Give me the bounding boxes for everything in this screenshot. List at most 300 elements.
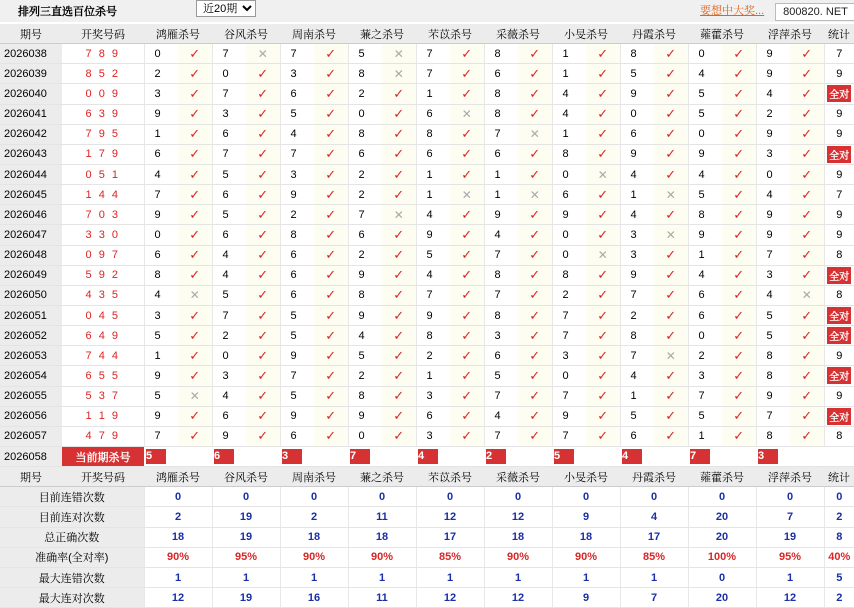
all-correct-badge: 全对: [827, 327, 851, 344]
kill-number: 7: [484, 285, 518, 305]
summary-label: 目前连对次数: [0, 507, 144, 527]
summary-stat: 8: [824, 527, 854, 547]
result-mark: [722, 185, 756, 205]
kill-number: 1: [552, 124, 586, 144]
row-stat: [824, 366, 854, 386]
header-expert: 蕹藿杀号: [688, 467, 756, 487]
summary-value: 0: [348, 487, 416, 507]
check-icon: ✓: [461, 65, 473, 81]
check-icon: ✓: [189, 247, 201, 263]
current-mark-empty: [790, 446, 824, 466]
kill-number: 1: [620, 386, 654, 406]
current-kill-value: 6: [214, 449, 234, 464]
result-mark: [314, 406, 348, 426]
result-mark: [450, 64, 484, 84]
kill-number: 2: [620, 305, 654, 325]
current-mark-empty: [382, 446, 416, 466]
result-mark: [518, 124, 552, 144]
kill-number: 3: [144, 84, 178, 104]
check-icon: ✓: [733, 367, 745, 383]
result-mark: [722, 426, 756, 446]
header-expert: 鸿雁杀号: [144, 24, 212, 44]
kill-number: 7: [280, 44, 314, 64]
check-icon: ✓: [461, 388, 473, 404]
check-icon: ✓: [257, 388, 269, 404]
result-mark: [382, 124, 416, 144]
kill-number: 9: [688, 144, 722, 164]
result-mark: [178, 44, 212, 64]
current-kill: [484, 446, 518, 466]
header-number: 开奖号码: [62, 24, 144, 44]
summary-value: 90%: [144, 547, 212, 567]
result-mark: [246, 305, 280, 325]
check-icon: ✓: [189, 186, 201, 202]
check-icon: ✓: [325, 85, 337, 101]
kill-number: 4: [212, 386, 246, 406]
summary-value: 20: [688, 507, 756, 527]
summary-value: 1: [756, 567, 824, 587]
check-icon: ✓: [597, 126, 609, 142]
result-mark: [518, 205, 552, 225]
kill-number: 0: [144, 44, 178, 64]
kill-number: 6: [280, 265, 314, 285]
result-mark: [314, 386, 348, 406]
all-correct-badge: 全对: [827, 267, 851, 284]
summary-value: 20: [688, 527, 756, 547]
summary-value: 17: [620, 527, 688, 547]
result-mark: [654, 185, 688, 205]
summary-value: 12: [416, 507, 484, 527]
kill-number: 7: [212, 144, 246, 164]
result-mark: [790, 144, 824, 164]
summary-value: 0: [552, 487, 620, 507]
check-icon: ✓: [189, 126, 201, 142]
kill-number: 6: [144, 245, 178, 265]
check-icon: ✓: [801, 388, 813, 404]
kill-number: 9: [756, 205, 790, 225]
table-row: [0, 406, 854, 426]
table-row: [0, 104, 854, 124]
kill-number: 9: [212, 426, 246, 446]
winning-number: 4 3 5: [62, 285, 144, 305]
summary-stat: 0: [824, 487, 854, 507]
result-mark: [790, 64, 824, 84]
kill-number: 7: [620, 285, 654, 305]
summary-value: 0: [212, 487, 280, 507]
result-mark: [450, 326, 484, 346]
check-icon: ✓: [597, 106, 609, 122]
check-icon: ✓: [529, 287, 541, 303]
kill-number: 4: [552, 84, 586, 104]
header-expert: 浮萍杀号: [756, 467, 824, 487]
summary-label: 最大连对次数: [0, 588, 144, 608]
promo-link[interactable]: 要想中大奖...: [700, 5, 765, 17]
header-expert: 小旻杀号: [552, 24, 620, 44]
kill-number: 1: [144, 124, 178, 144]
winning-number: 5 3 7: [62, 386, 144, 406]
current-kill: [552, 446, 586, 466]
kill-number: 0: [348, 104, 382, 124]
check-icon: ✓: [665, 45, 677, 61]
check-icon: ✓: [325, 226, 337, 242]
kill-number: 2: [416, 346, 450, 366]
kill-number: 8: [552, 265, 586, 285]
check-icon: ✓: [461, 45, 473, 61]
result-mark: [790, 305, 824, 325]
check-icon: ✓: [393, 106, 405, 122]
check-icon: ✓: [529, 106, 541, 122]
result-mark: [654, 346, 688, 366]
kill-number: 2: [688, 346, 722, 366]
summary-value: 19: [212, 507, 280, 527]
summary-value: 100%: [688, 547, 756, 567]
result-mark: [382, 346, 416, 366]
kill-number: 0: [212, 346, 246, 366]
winning-number: 1 7 9: [62, 144, 144, 164]
check-icon: ✓: [325, 106, 337, 122]
result-mark: [722, 205, 756, 225]
check-icon: ✓: [665, 166, 677, 182]
result-mark: [518, 225, 552, 245]
table-row: [0, 164, 854, 184]
summary-value: 12: [484, 507, 552, 527]
result-mark: [586, 44, 620, 64]
check-icon: ✓: [597, 267, 609, 283]
row-stat: 9: [824, 124, 854, 144]
winning-number: 0 0 9: [62, 84, 144, 104]
result-mark: [246, 104, 280, 124]
check-icon: ✓: [733, 267, 745, 283]
check-icon: ✓: [393, 307, 405, 323]
summary-value: 0: [416, 487, 484, 507]
result-mark: [382, 406, 416, 426]
check-icon: ✓: [189, 85, 201, 101]
current-kill: [756, 446, 790, 466]
kill-number: 5: [280, 326, 314, 346]
kill-number: 7: [552, 386, 586, 406]
result-mark: [382, 366, 416, 386]
header-expert: 采薇杀号: [484, 467, 552, 487]
kill-number: 2: [280, 205, 314, 225]
issue-cell: 2026057: [0, 426, 62, 446]
kill-number: 9: [144, 406, 178, 426]
check-icon: ✓: [189, 428, 201, 444]
result-mark: [314, 164, 348, 184]
kill-number: 4: [620, 205, 654, 225]
check-icon: ✓: [393, 327, 405, 343]
issue-cell: 2026047: [0, 225, 62, 245]
summary-label: 目前连错次数: [0, 487, 144, 507]
check-icon: ✓: [733, 408, 745, 424]
check-icon: ✓: [529, 85, 541, 101]
check-icon: ✓: [393, 226, 405, 242]
kill-number: 7: [620, 346, 654, 366]
kill-number: 5: [348, 44, 382, 64]
kill-number: 0: [552, 225, 586, 245]
cross-icon: ✕: [461, 107, 472, 122]
check-icon: ✓: [665, 65, 677, 81]
check-icon: ✓: [393, 388, 405, 404]
result-mark: [518, 44, 552, 64]
result-mark: [314, 346, 348, 366]
kill-number: 0: [212, 64, 246, 84]
result-mark: [246, 144, 280, 164]
result-mark: [382, 185, 416, 205]
result-mark: [518, 245, 552, 265]
result-mark: [246, 124, 280, 144]
result-mark: [586, 185, 620, 205]
result-mark: [450, 124, 484, 144]
summary-value: 11: [348, 507, 416, 527]
result-mark: [586, 265, 620, 285]
result-mark: [790, 185, 824, 205]
result-mark: [314, 84, 348, 104]
summary-value: 7: [756, 507, 824, 527]
check-icon: ✓: [597, 367, 609, 383]
kill-number: 5: [348, 346, 382, 366]
result-mark: [246, 426, 280, 446]
result-mark: [722, 44, 756, 64]
check-icon: ✓: [257, 267, 269, 283]
kill-number: 0: [688, 124, 722, 144]
table-row: [0, 245, 854, 265]
summary-row: [0, 588, 854, 608]
check-icon: ✓: [257, 65, 269, 81]
kill-number: 6: [620, 426, 654, 446]
row-stat: 7: [824, 185, 854, 205]
summary-value: 19: [756, 527, 824, 547]
check-icon: ✓: [801, 267, 813, 283]
all-correct-badge: 全对: [827, 146, 851, 163]
kill-number: 2: [756, 104, 790, 124]
result-mark: [518, 406, 552, 426]
result-mark: [382, 305, 416, 325]
result-mark: [246, 245, 280, 265]
cross-icon: ✕: [597, 167, 608, 182]
kill-number: 5: [688, 406, 722, 426]
result-mark: [586, 426, 620, 446]
check-icon: ✓: [393, 146, 405, 162]
result-mark: [450, 285, 484, 305]
table-row: [0, 144, 854, 164]
result-mark: [178, 124, 212, 144]
check-icon: ✓: [189, 45, 201, 61]
result-mark: [314, 285, 348, 305]
check-icon: ✓: [189, 166, 201, 182]
kill-number: 1: [416, 164, 450, 184]
result-mark: [586, 124, 620, 144]
kill-number: 9: [144, 104, 178, 124]
summary-value: 2: [144, 507, 212, 527]
row-stat: 7: [824, 44, 854, 64]
check-icon: ✓: [665, 267, 677, 283]
kill-number: 7: [688, 386, 722, 406]
check-icon: ✓: [529, 206, 541, 222]
kill-number: 7: [416, 64, 450, 84]
check-icon: ✓: [665, 247, 677, 263]
check-icon: ✓: [461, 367, 473, 383]
issue-cell: 2026053: [0, 346, 62, 366]
check-icon: ✓: [597, 287, 609, 303]
kill-number: 7: [280, 144, 314, 164]
result-mark: [314, 366, 348, 386]
result-mark: [790, 285, 824, 305]
table-row: [0, 265, 854, 285]
check-icon: ✓: [801, 146, 813, 162]
summary-value: 16: [280, 588, 348, 608]
check-icon: ✓: [665, 146, 677, 162]
result-mark: [654, 305, 688, 325]
kill-number: 7: [756, 245, 790, 265]
summary-value: 18: [144, 527, 212, 547]
kill-number: 7: [484, 386, 518, 406]
result-mark: [722, 225, 756, 245]
check-icon: ✓: [393, 367, 405, 383]
header-expert: 周南杀号: [280, 467, 348, 487]
current-stat-empty: [824, 446, 854, 466]
check-icon: ✓: [801, 206, 813, 222]
result-mark: [722, 406, 756, 426]
kill-number: 8: [348, 285, 382, 305]
check-icon: ✓: [393, 287, 405, 303]
kill-number: 0: [552, 366, 586, 386]
summary-value: 0: [280, 487, 348, 507]
kill-number: 5: [144, 326, 178, 346]
summary-value: 1: [144, 567, 212, 587]
kill-number: 5: [756, 305, 790, 325]
result-mark: [382, 326, 416, 346]
check-icon: ✓: [325, 146, 337, 162]
summary-stat: 5: [824, 567, 854, 587]
result-mark: [314, 124, 348, 144]
kill-number: 7: [484, 426, 518, 446]
result-mark: [654, 426, 688, 446]
check-icon: ✓: [529, 45, 541, 61]
result-mark: [586, 366, 620, 386]
check-icon: ✓: [597, 146, 609, 162]
kill-number: 2: [348, 245, 382, 265]
check-icon: ✓: [189, 106, 201, 122]
kill-number: 4: [484, 406, 518, 426]
kill-number: 8: [756, 426, 790, 446]
result-mark: [722, 346, 756, 366]
check-icon: ✓: [325, 247, 337, 263]
result-mark: [586, 144, 620, 164]
result-mark: [518, 285, 552, 305]
check-icon: ✓: [801, 126, 813, 142]
kill-number: 5: [620, 64, 654, 84]
table-row: [0, 326, 854, 346]
check-icon: ✓: [801, 347, 813, 363]
check-icon: ✓: [665, 408, 677, 424]
kill-number: 8: [552, 144, 586, 164]
header-expert: 蕹藿杀号: [688, 24, 756, 44]
header-number: 开奖号码: [62, 467, 144, 487]
kill-number: 3: [212, 366, 246, 386]
result-mark: [314, 225, 348, 245]
check-icon: ✓: [733, 186, 745, 202]
current-kill: [212, 446, 246, 466]
result-mark: [586, 104, 620, 124]
check-icon: ✓: [325, 186, 337, 202]
result-mark: [178, 104, 212, 124]
summary-value: 95%: [756, 547, 824, 567]
summary-value: 12: [144, 588, 212, 608]
header-issue: 期号: [0, 24, 62, 44]
kill-number: 0: [552, 164, 586, 184]
check-icon: ✓: [529, 408, 541, 424]
result-mark: [586, 84, 620, 104]
check-icon: ✓: [325, 287, 337, 303]
check-icon: ✓: [461, 206, 473, 222]
kill-number: 0: [348, 426, 382, 446]
kill-number: 4: [416, 265, 450, 285]
kill-number: 9: [280, 185, 314, 205]
row-stat: 9: [824, 104, 854, 124]
row-stat: 9: [824, 386, 854, 406]
result-mark: [246, 64, 280, 84]
current-mark-empty: [450, 446, 484, 466]
summary-value: 2: [280, 507, 348, 527]
kill-number: 1: [484, 164, 518, 184]
kill-number: 6: [280, 426, 314, 446]
check-icon: ✓: [665, 367, 677, 383]
header-expert: 丹霞杀号: [620, 24, 688, 44]
header-expert: 蒹之杀号: [348, 467, 416, 487]
kill-number: 4: [756, 84, 790, 104]
kill-number: 9: [416, 305, 450, 325]
check-icon: ✓: [801, 428, 813, 444]
issue-cell: 2026056: [0, 406, 62, 426]
cross-icon: ✕: [665, 187, 676, 202]
header-expert: 采薇杀号: [484, 24, 552, 44]
check-icon: ✓: [393, 428, 405, 444]
check-icon: ✓: [529, 65, 541, 81]
kill-number: 4: [756, 285, 790, 305]
kill-number: 0: [756, 164, 790, 184]
summary-value: 0: [688, 487, 756, 507]
kill-number: 5: [280, 305, 314, 325]
result-mark: [178, 144, 212, 164]
cross-icon: ✕: [665, 348, 676, 363]
summary-value: 18: [280, 527, 348, 547]
kill-number: 5: [688, 104, 722, 124]
kill-number: 7: [212, 305, 246, 325]
header-expert: 小旻杀号: [552, 467, 620, 487]
check-icon: ✓: [733, 327, 745, 343]
result-mark: [790, 104, 824, 124]
check-icon: ✓: [597, 85, 609, 101]
kill-number: 0: [552, 245, 586, 265]
row-stat: [824, 406, 854, 426]
result-mark: [178, 185, 212, 205]
result-mark: [518, 185, 552, 205]
check-icon: ✓: [257, 166, 269, 182]
kill-number: 4: [348, 326, 382, 346]
result-mark: [450, 426, 484, 446]
period-select[interactable]: [196, 0, 256, 17]
result-mark: [518, 305, 552, 325]
current-kill-value: 4: [622, 449, 642, 464]
result-mark: [518, 64, 552, 84]
issue-cell: 2026054: [0, 366, 62, 386]
result-mark: [654, 124, 688, 144]
current-kill-value: 5: [146, 449, 166, 464]
result-mark: [450, 245, 484, 265]
row-stat: [824, 84, 854, 104]
issue-cell: 2026041: [0, 104, 62, 124]
page-title: 排列三直选百位杀号: [18, 6, 117, 18]
